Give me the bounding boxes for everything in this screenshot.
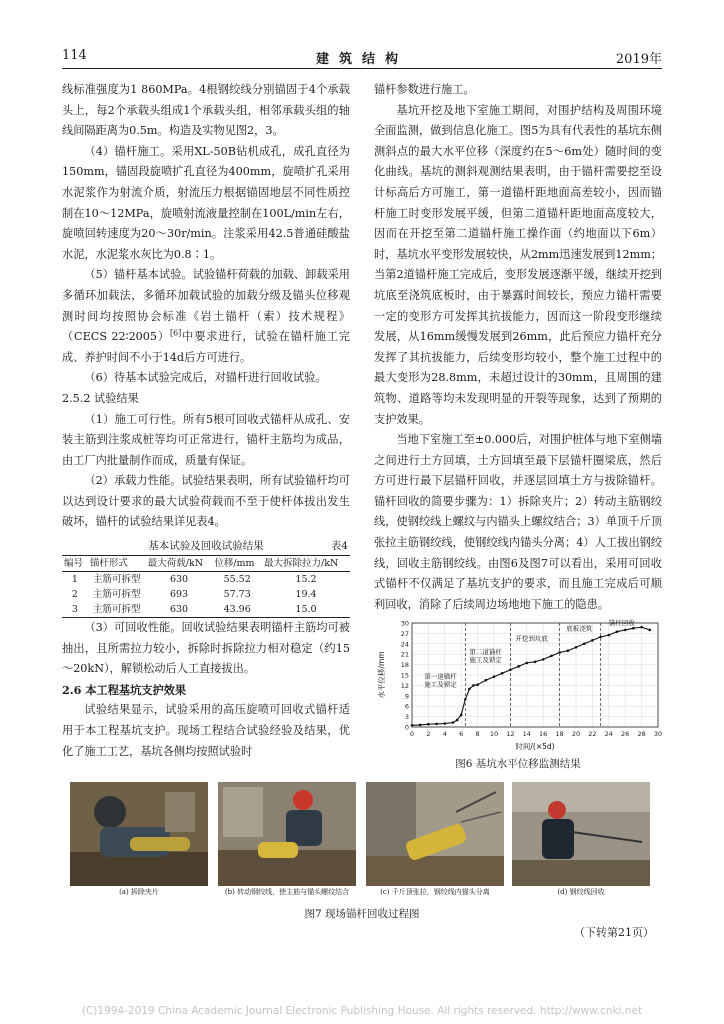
page-header bbox=[62, 48, 662, 70]
copyright-footer: (C)1994-2019 China Academic Journal Electronic Publishing House. All rights reserved. http://www.cnki.net bbox=[81, 1005, 643, 1017]
data-point bbox=[575, 646, 578, 649]
table-cell: 3 bbox=[62, 602, 88, 618]
y-tick-label: 21 bbox=[400, 651, 409, 660]
y-tick-label: 18 bbox=[400, 661, 409, 670]
y-tick-label: 3 bbox=[404, 713, 409, 722]
x-tick-label: 18 bbox=[555, 730, 564, 739]
x-tick-label: 30 bbox=[653, 730, 662, 739]
y-tick-label: 24 bbox=[400, 640, 409, 649]
page-number: 114 bbox=[62, 48, 87, 63]
x-tick-label: 22 bbox=[588, 730, 597, 739]
table-cell: 主筋可拆型 bbox=[93, 589, 141, 601]
table-cell: 主筋可拆型 bbox=[93, 574, 141, 586]
table-cell: 55.52 bbox=[223, 574, 251, 586]
x-tick-label: 24 bbox=[604, 730, 613, 739]
x-tick-label: 14 bbox=[522, 730, 531, 739]
data-point bbox=[435, 723, 438, 726]
paragraph: 试验结果显示，试验采用的高压旋喷可回收式锚杆适用于本工程基坑支护。现场工程结合试验经验及结果，优化了施工工艺，基坑各侧均按照试验时 bbox=[62, 703, 350, 758]
data-point bbox=[591, 639, 594, 642]
figure-caption: 图6 基坑水平位移监测结果 bbox=[455, 758, 581, 771]
data-point bbox=[452, 722, 455, 725]
paragraph: 当地下室施工至±0.000后，对围护桩体与地下室侧墙之间进行土方回填，土方回填至最下层锚杆圈梁底，然后方可进行最下层锚杆回收，并逐层回填土方与拔除锚杆。锚杆回收的简要步骤为：1）拆除夹片；2）转动主筋钢绞线，使钢绞线上螺纹与内锚头上螺纹结合；3）单顶千斤顶张拉主筋钢绞线，使钢绞线内锚头分离；4）人工拔出钢绞线，回收主筋钢绞线。由图6及图7可以看出，采用可回收式锚杆不仅满足了基坑支护的要求，而且施工完成后可顺利回收，消除了后续周边场地地下施工的隐患。 bbox=[374, 433, 662, 611]
paragraph: （1）施工可行性。所有5根可回收式锚杆从成孔、安装主筋到注浆成桩等均可正常进行，锚杆主筋均为成品，由工厂内批量制作而成，质量有保证。 bbox=[62, 412, 350, 467]
paragraph: 锚杆参数进行施工。 bbox=[374, 83, 475, 96]
column-header: 锚杆形式 bbox=[88, 556, 146, 572]
photo-caption: (b) 转动钢绞线，使主筋与锚头螺纹结合 bbox=[224, 888, 350, 896]
data-point bbox=[444, 723, 447, 726]
annotation-line: 施工及锁定 bbox=[469, 656, 502, 665]
table-cell: 1 bbox=[71, 574, 78, 586]
y-tick-label: 0 bbox=[404, 723, 409, 732]
data-point bbox=[411, 724, 414, 727]
table-cell: 19.4 bbox=[295, 589, 317, 601]
data-point bbox=[456, 719, 459, 722]
data-point bbox=[464, 698, 467, 701]
data-point bbox=[427, 723, 430, 726]
photo-strand-recovery bbox=[512, 782, 650, 900]
table-caption bbox=[62, 539, 350, 553]
x-axis-label: 时间/(×5d) bbox=[515, 742, 555, 752]
x-tick-label: 12 bbox=[506, 730, 515, 739]
y-axis-label: 水平位移/mm bbox=[377, 651, 386, 700]
photo-removing-clip bbox=[70, 782, 208, 900]
table-cell: 43.96 bbox=[212, 602, 262, 618]
journal-title: 建筑结构 bbox=[315, 52, 408, 67]
photo-turning-strand-image bbox=[218, 782, 356, 886]
column-header: 编号 bbox=[62, 556, 88, 572]
photo-image bbox=[512, 782, 650, 886]
paragraph: （2）承载力性能。试验结果表明，所有试验锚杆均可以达到设计要求的最大试验荷载而不至于使杆体拔出发生破坏，锚杆的试验结果详见表4。 bbox=[62, 474, 350, 529]
annotation-line: 第一道锚杆 bbox=[424, 672, 457, 681]
table-cell: 15.2 bbox=[295, 574, 317, 586]
reference-mark: [6] bbox=[169, 328, 182, 338]
table-cell: 630 bbox=[169, 574, 189, 586]
phase-annotation bbox=[424, 672, 457, 689]
y-tick-label: 12 bbox=[400, 682, 409, 691]
x-tick-label: 10 bbox=[489, 730, 499, 739]
photo-jack-tensioning-image bbox=[366, 782, 504, 886]
x-tick-label: 4 bbox=[442, 730, 447, 739]
data-point bbox=[460, 714, 463, 717]
photo-strip bbox=[70, 782, 650, 900]
issue-year: 2019年 bbox=[615, 52, 662, 67]
paragraph: （6）待基本试验完成后，对锚杆进行回收试验。 bbox=[84, 371, 327, 385]
column-header: 最大荷载/kN bbox=[146, 556, 213, 572]
figure-caption: 图7 现场锚杆回收过程图 bbox=[304, 908, 420, 920]
y-tick-label: 9 bbox=[404, 692, 409, 701]
column-header: 最大拆除拉力/kN bbox=[262, 556, 350, 572]
y-tick-label: 30 bbox=[400, 619, 409, 628]
photo-image bbox=[70, 782, 208, 886]
data-point bbox=[472, 685, 475, 688]
x-tick-label: 2 bbox=[426, 730, 431, 739]
table-cell: 15.0 bbox=[262, 602, 350, 618]
header-rule bbox=[62, 68, 662, 69]
data-point bbox=[485, 679, 488, 682]
data-point bbox=[550, 655, 553, 658]
data-point bbox=[534, 661, 537, 664]
results-table bbox=[62, 555, 350, 618]
table-header-row bbox=[62, 556, 350, 572]
photo-turning-strand bbox=[218, 782, 356, 900]
data-point bbox=[558, 652, 561, 655]
data-point bbox=[567, 650, 570, 653]
left-column bbox=[62, 80, 350, 762]
y-tick-label: 27 bbox=[400, 630, 409, 639]
table-row bbox=[62, 587, 350, 602]
data-point bbox=[419, 724, 422, 727]
data-point bbox=[608, 634, 611, 637]
table-cell: 693 bbox=[169, 589, 189, 601]
table-row bbox=[62, 602, 350, 618]
table-cell: 630 bbox=[146, 602, 213, 618]
photo-image bbox=[366, 782, 504, 886]
data-point bbox=[599, 636, 602, 639]
text-run: 中要求进行，试验在锚杆施工完成、养护时间不小于14d后方可进行。 bbox=[62, 330, 350, 364]
table-cell: 主筋可拆型 bbox=[88, 602, 146, 618]
phase-annotation bbox=[469, 648, 502, 665]
x-tick-label: 20 bbox=[571, 730, 581, 739]
text-run: （5）锚杆基本试验。试验锚杆荷载的加载、卸载采用多循环加载法，多循环加载试验的加载分级及锚头位移观测时间均按照协会标准《岩土锚杆（索）技术规程》（CECS 22∶2005） bbox=[62, 268, 350, 344]
data-point bbox=[624, 629, 627, 632]
table-cell: 57.73 bbox=[223, 589, 251, 601]
data-point bbox=[649, 629, 652, 632]
photo-caption: (a) 拆除夹片 bbox=[119, 888, 159, 896]
section-heading: 2.5.2 试验结果 bbox=[62, 391, 139, 405]
x-tick-label: 26 bbox=[621, 730, 630, 739]
photo-jack-tensioning bbox=[366, 782, 504, 900]
table-title: 基本试验及回收试验结果 bbox=[148, 540, 264, 553]
data-point bbox=[468, 688, 471, 691]
data-point bbox=[476, 684, 479, 687]
annotation-line: 施工及锁定 bbox=[424, 680, 457, 689]
photo-image bbox=[218, 782, 356, 886]
x-tick-label: 6 bbox=[459, 730, 464, 739]
phase-annotation: 开挖到坑底 bbox=[515, 634, 548, 643]
photo-caption: (d) 钢绞线回收 bbox=[557, 888, 605, 896]
y-tick-label: 15 bbox=[400, 671, 409, 680]
y-tick-label: 6 bbox=[404, 703, 409, 712]
paragraph: （4）锚杆施工。采用XL-50B钻机成孔，成孔直径为150mm，锚固段旋喷扩孔直径为400mm，旋喷扩孔采用水泥浆作为射流介质，射流压力根据锚固地层不同性质控制在10～12MPa，旋喷射流液量控制在100L/min左右，旋喷回转速度为20～30r/min。注浆采用42.5普通硅酸盐水泥，水泥浆水灰比为0.8∶1。 bbox=[62, 144, 350, 261]
photo-strand-recovery-image bbox=[512, 782, 650, 886]
phase-annotation: 底板浇筑 bbox=[566, 625, 593, 634]
x-tick-label: 16 bbox=[539, 730, 548, 739]
continued-note: （下转第21页） bbox=[574, 926, 654, 939]
table-number: 表4 bbox=[330, 540, 348, 553]
phase-annotation: 锚杆回收 bbox=[608, 619, 635, 628]
data-point bbox=[493, 676, 496, 679]
data-point bbox=[517, 665, 520, 668]
x-tick-label: 0 bbox=[409, 730, 415, 739]
right-column bbox=[374, 80, 662, 771]
paragraph: 基坑开挖及地下室施工期间，对围护结构及周围环境全面监测，做到信息化施工。图5为具有代表性的基坑东侧测斜点的最大水平位移（深度约在5～6m处）随时间的变化曲线。基坑的测斜观测结果表明，由于锚杆需要挖至设计标高后方可施工，第一道锚杆距地面高差较小，因而锚杆施工时变形发展平缓，但第二道锚杆距地面高度较大，因而在开挖至第二道锚杆施工操作面（约地面以下6m）时，基坑水平变形发展较快，从2mm迅速发展到12mm；当第2道锚杆施工完成后，变形发展逐渐平缓，继续开挖到坑底至浇筑底板时，由于暴露时间较长，预应力锚杆需要一定的变形方可发挥其抗拔能力，因而这一阶段变形继续发展，从16mm缓慢发展到26mm，此后预应力锚杆充分发挥了其抗拔能力，后续变形均较小，整个施工过程中的最大变形为28.8mm，未超过设计的30mm，且周围的建筑物、道路等均未发现明显的开裂等现象，达到了预期的支护效果。 bbox=[374, 103, 662, 426]
paragraph: （3）可回收性能。回收试验结果表明锚杆主筋均可被抽出，且所需拉力较小，拆除时拆除拉力相对稳定（约15～20kN），解锁松动后人工直接拔出。 bbox=[62, 621, 350, 676]
annotation-line: 第二道锚杆 bbox=[469, 648, 502, 657]
data-point bbox=[632, 627, 635, 630]
displacement-chart bbox=[374, 615, 662, 755]
chart-svg bbox=[374, 615, 662, 755]
data-point bbox=[583, 643, 586, 646]
data-point bbox=[526, 662, 529, 665]
data-point bbox=[509, 669, 512, 672]
photo-removing-clip-image bbox=[70, 782, 208, 886]
x-tick-label: 28 bbox=[637, 730, 646, 739]
photo-caption: (c) 千斤顶张拉，钢绞线内锚头分离 bbox=[380, 888, 490, 896]
data-point bbox=[616, 631, 619, 634]
x-tick-label: 8 bbox=[475, 730, 480, 739]
data-point bbox=[501, 672, 504, 675]
section-heading: 2.6 本工程基坑支护效果 bbox=[62, 682, 187, 697]
table-cell: 2 bbox=[71, 589, 78, 601]
table-row bbox=[62, 572, 350, 588]
data-point bbox=[542, 659, 545, 662]
data-point bbox=[640, 626, 643, 629]
paragraph: 线标准强度为1 860MPa。4根钢绞线分别锚固于4个承载头上，每2个承载头组成1个承载头组，相邻承载头组的轴线间隔距离为0.5m。构造及实物见图2，3。 bbox=[62, 83, 350, 138]
paragraph bbox=[62, 265, 350, 368]
column-header: 位移/mm bbox=[212, 556, 262, 572]
